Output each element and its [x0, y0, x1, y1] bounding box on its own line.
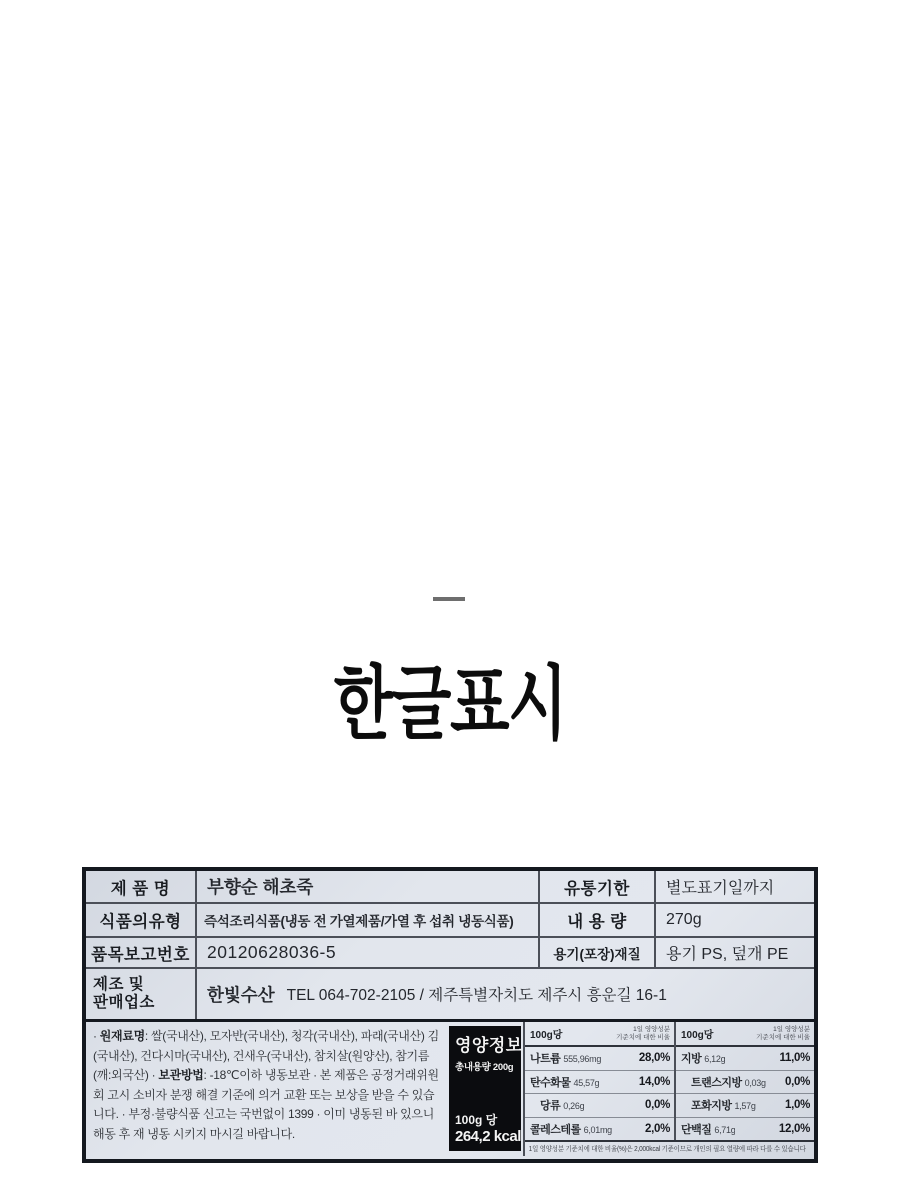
col-right-note: 1일 영양성분 기준치에 대한 비율 — [756, 1026, 810, 1041]
nutrition-box-cell — [445, 1022, 523, 1156]
nutrition-kcal: 264,2 kcal — [455, 1128, 521, 1145]
report-number-label: 품목보고번호 — [86, 938, 197, 969]
nutrition-per: 100g 당 — [455, 1113, 498, 1127]
expiry-label: 유통기한 — [540, 871, 656, 904]
product-info-table — [86, 871, 814, 1019]
nutrient-row-protein: 단백질 6,71g 12,0% — [681, 1122, 810, 1136]
nutrition-column-right — [676, 1022, 814, 1140]
nutrient-row-transfat: 트랜스지방 0,03g 0,0% — [676, 1071, 814, 1095]
food-type-label: 식품의유형 — [86, 904, 197, 938]
col-left-note: 1일 영양성분 기준치에 대한 비율 — [616, 1026, 670, 1041]
manufacturer-contact: TEL 064-702-2105 / 제주특별자치도 제주시 흥운길 16-1 — [286, 987, 667, 1004]
page-title: 한글표시 — [333, 658, 567, 750]
label-bottom-section — [86, 1019, 814, 1156]
storage-label: 보관방법 — [158, 1068, 204, 1082]
ingredient-notes: · 원재료명: 쌀(국내산), 모자반(국내산), 청각(국내산), 파래(국내산) 김(국내산), 건다시마(국내산), 건새우(국내산), 참치살(원양산), 참기름(깨:외국산) · 보관방법: -18℃이하 냉동보관 · 본 제품은 공정거래위원회 고시 소비자 분쟁 해결 기준에 의거 교환 또는 보상을 받을 수 있습니다. · 부정·불량식품 신고는 국번없이 1399 · 이미 냉동된 바 있으니 해동 후 재 냉동 시키지 마시길 바랍니다. — [93, 1029, 439, 1141]
packaging-label: 용기(포장)재질 — [540, 938, 656, 969]
nutrition-footnote: 1일 영양성분 기준치에 대한 비율(%)은 2,000kcal 기준이므로 개인의 필요 열량에 따라 다를 수 있습니다 — [525, 1140, 814, 1156]
section-heading-wrap — [0, 658, 900, 750]
expiry-value: 별도표기일까지 — [656, 871, 814, 904]
nutrient-row-cholesterol: 콜레스테롤 6,01mg 2,0% — [530, 1122, 670, 1136]
ingredients-label: 원재료명 — [99, 1029, 145, 1043]
nutrition-title: 영양정보 — [455, 1036, 523, 1055]
exchange-policy-text: · 본 제품은 공정거래위원회 고시 소비자 분쟁 해결 기준에 의거 교환 또는 보상을 받을 수 있습니다. · 부정·불량식품 신고는 국번없이 1399 — [93, 1068, 439, 1121]
nutrient-row-sugars: 당류 0,26g 0,0% — [525, 1094, 674, 1118]
section-divider — [433, 597, 465, 601]
korean-label-card — [82, 867, 818, 1163]
nutrient-row-carbohydrate: 탄수화물 45,57g 14,0% — [525, 1071, 674, 1095]
manufacturer-name: 한빛수산 — [207, 984, 275, 1005]
net-weight-label: 내 용 량 — [540, 904, 656, 938]
nutrition-total: 총내용량 200g — [455, 1062, 514, 1073]
nutrient-row-fat: 지방 6,12g 11,0% — [676, 1047, 814, 1071]
nutrient-row-saturatedfat: 포화지방 1,57g 1,0% — [676, 1094, 814, 1118]
col-right-header: 100g당 — [681, 1030, 714, 1041]
product-name-label: 제 품 명 — [86, 871, 197, 904]
report-number-value: 20120628036-5 — [197, 938, 540, 969]
nutrition-tables — [523, 1022, 814, 1156]
manufacturer-value — [197, 969, 814, 1019]
food-type-value: 즉석조리식품(냉동 전 가열제품/가열 후 섭취 냉동식품) — [197, 904, 540, 938]
manufacturer-label: 제조 및 판매업소 — [86, 969, 197, 1019]
product-name-value: 부향순 해초죽 — [197, 871, 540, 904]
nutrient-row-sodium: 나트륨 555,96mg 28,0% — [525, 1047, 674, 1071]
refreeze-warning-text: · 이미 냉동된 바 있으니 해동 후 재 냉동 시키지 마시길 바랍니다. — [93, 1107, 434, 1141]
net-weight-value: 270g — [656, 904, 814, 938]
packaging-value: 용기 PS, 덮개 PE — [656, 938, 814, 969]
nutrition-column-left — [525, 1022, 676, 1140]
storage-text: : -18℃이하 냉동보관 — [203, 1068, 311, 1082]
nutrition-facts-box — [449, 1026, 521, 1151]
col-left-header: 100g당 — [530, 1030, 563, 1041]
ingredients-text: : 쌀(국내산), 모자반(국내산), 청각(국내산), 파래(국내산) 김(국내산), 건다시마(국내산), 건새우(국내산), 참치살(원양산), 참기름(깨:외국산) — [93, 1029, 439, 1082]
